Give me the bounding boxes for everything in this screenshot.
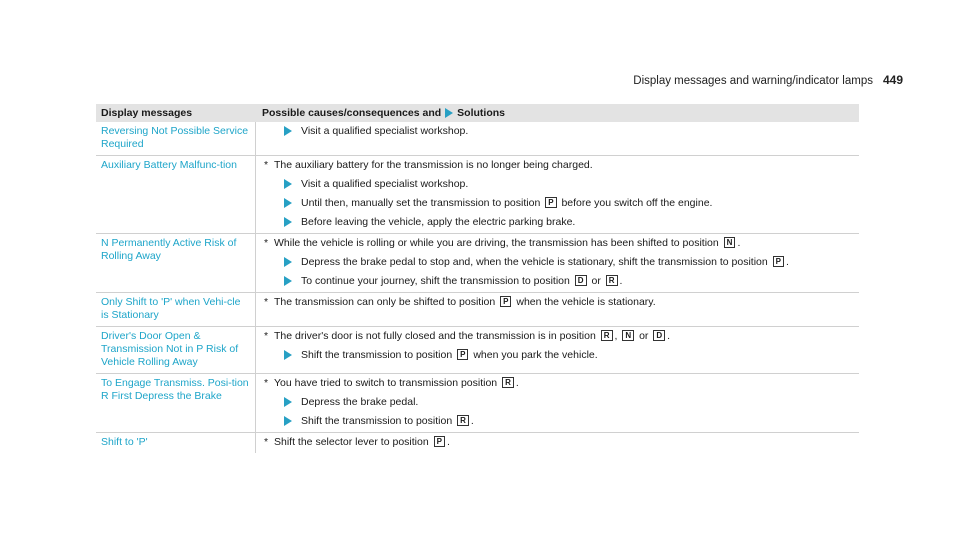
table-row [96,234,859,293]
causes-and-solutions [256,327,859,373]
cause-text [264,159,859,172]
display-message: Reversing Not Possible Service Required [96,122,256,155]
table-header-row [96,104,859,122]
line-text: The auxiliary battery for the transmission is no longer being charged. [274,159,593,171]
column-header-messages: Display messages [101,106,193,119]
cause-text [264,296,859,309]
display-message: Only Shift to 'P' when Vehi-cle is Stationary [96,293,256,326]
solution-step [264,197,859,210]
gear-position-icon: R [606,275,618,286]
table-row [96,374,859,433]
display-message: Shift to 'P' [96,433,256,453]
line-text: To continue your journey, shift the transmission to position D or R . [301,275,623,287]
causes-and-solutions [256,374,859,432]
gear-position-icon: P [457,349,468,360]
cause-text [264,330,859,343]
display-message: Auxiliary Battery Malfunc-tion [96,156,256,233]
line-text: Visit a qualified specialist workshop. [301,178,469,190]
line-text: The transmission can only be shifted to position P when the vehicle is stationary. [274,296,656,308]
column-header-causes-label: Possible causes/consequences and [262,106,442,119]
table-row [96,156,859,234]
solution-step [264,349,859,362]
line-text: Shift the transmission to position R . [301,415,474,427]
asterisk-mark: * [264,296,269,308]
causes-and-solutions [256,433,859,453]
arrow-right-icon [284,350,292,360]
gear-position-icon: D [653,330,665,341]
arrow-right-icon [284,179,292,189]
cause-text [264,237,859,250]
solution-step [264,256,859,269]
line-text: You have tried to switch to transmission position R . [274,377,519,389]
gear-position-icon: P [434,436,445,447]
line-text: The driver's door is not fully closed and the transmission is in position R , N or D . [274,330,671,342]
solution-step [264,125,859,138]
cause-text [264,377,859,390]
gear-position-icon: P [545,197,556,208]
solution-step [264,216,859,229]
causes-and-solutions [256,122,859,155]
gear-position-icon: D [575,275,587,286]
arrow-right-icon [284,276,292,286]
table-row [96,327,859,374]
table-row [96,122,859,156]
arrow-right-icon [284,397,292,407]
asterisk-mark: * [264,237,269,249]
solution-step [264,178,859,191]
gear-position-icon: N [622,330,634,341]
gear-position-icon: R [502,377,514,388]
asterisk-mark: * [264,436,269,448]
gear-position-icon: N [724,237,736,248]
arrow-right-icon [445,108,453,118]
causes-and-solutions [256,234,859,292]
display-message: Driver's Door Open & Transmission Not in P Risk of Vehicle Rolling Away [96,327,256,373]
display-message: To Engage Transmiss. Posi-tion R First Depress the Brake [96,374,256,432]
line-text: Before leaving the vehicle, apply the electric parking brake. [301,216,576,228]
display-messages-table [96,104,859,453]
column-header-solutions-label: Solutions [457,106,506,119]
line-text: Depress the brake pedal. [301,396,419,408]
gear-position-icon: P [773,256,784,267]
line-text: Until then, manually set the transmission to position P before you switch off the engine. [301,197,713,209]
arrow-right-icon [284,416,292,426]
arrow-right-icon [284,198,292,208]
page-header [633,73,903,87]
display-message: N Permanently Active Risk of Rolling Away [96,234,256,292]
causes-and-solutions [256,293,859,326]
table-body [96,122,859,453]
arrow-right-icon [284,126,292,136]
column-header-causes [256,107,859,120]
page-number: 449 [882,73,903,87]
solution-step [264,396,859,409]
asterisk-mark: * [264,377,269,389]
line-text: Depress the brake pedal to stop and, when the vehicle is stationary, shift the transmission to position P . [301,256,789,268]
line-text: While the vehicle is rolling or while you are driving, the transmission has been shifted to position N . [274,237,741,249]
arrow-right-icon [284,257,292,267]
asterisk-mark: * [264,159,269,171]
line-text: Visit a qualified specialist workshop. [301,125,469,137]
solution-step [264,275,859,288]
line-text: Shift the transmission to position P when you park the vehicle. [301,349,598,361]
gear-position-icon: P [500,296,511,307]
gear-position-icon: R [457,415,469,426]
causes-and-solutions [256,156,859,233]
gear-position-icon: R [601,330,613,341]
table-row [96,433,859,453]
table-row [96,293,859,327]
asterisk-mark: * [264,330,269,342]
line-text: Shift the selector lever to position P . [274,436,450,448]
arrow-right-icon [284,217,292,227]
solution-step [264,415,859,428]
page-header-title: Display messages and warning/indicator lamps [633,75,873,87]
cause-text [264,436,859,449]
